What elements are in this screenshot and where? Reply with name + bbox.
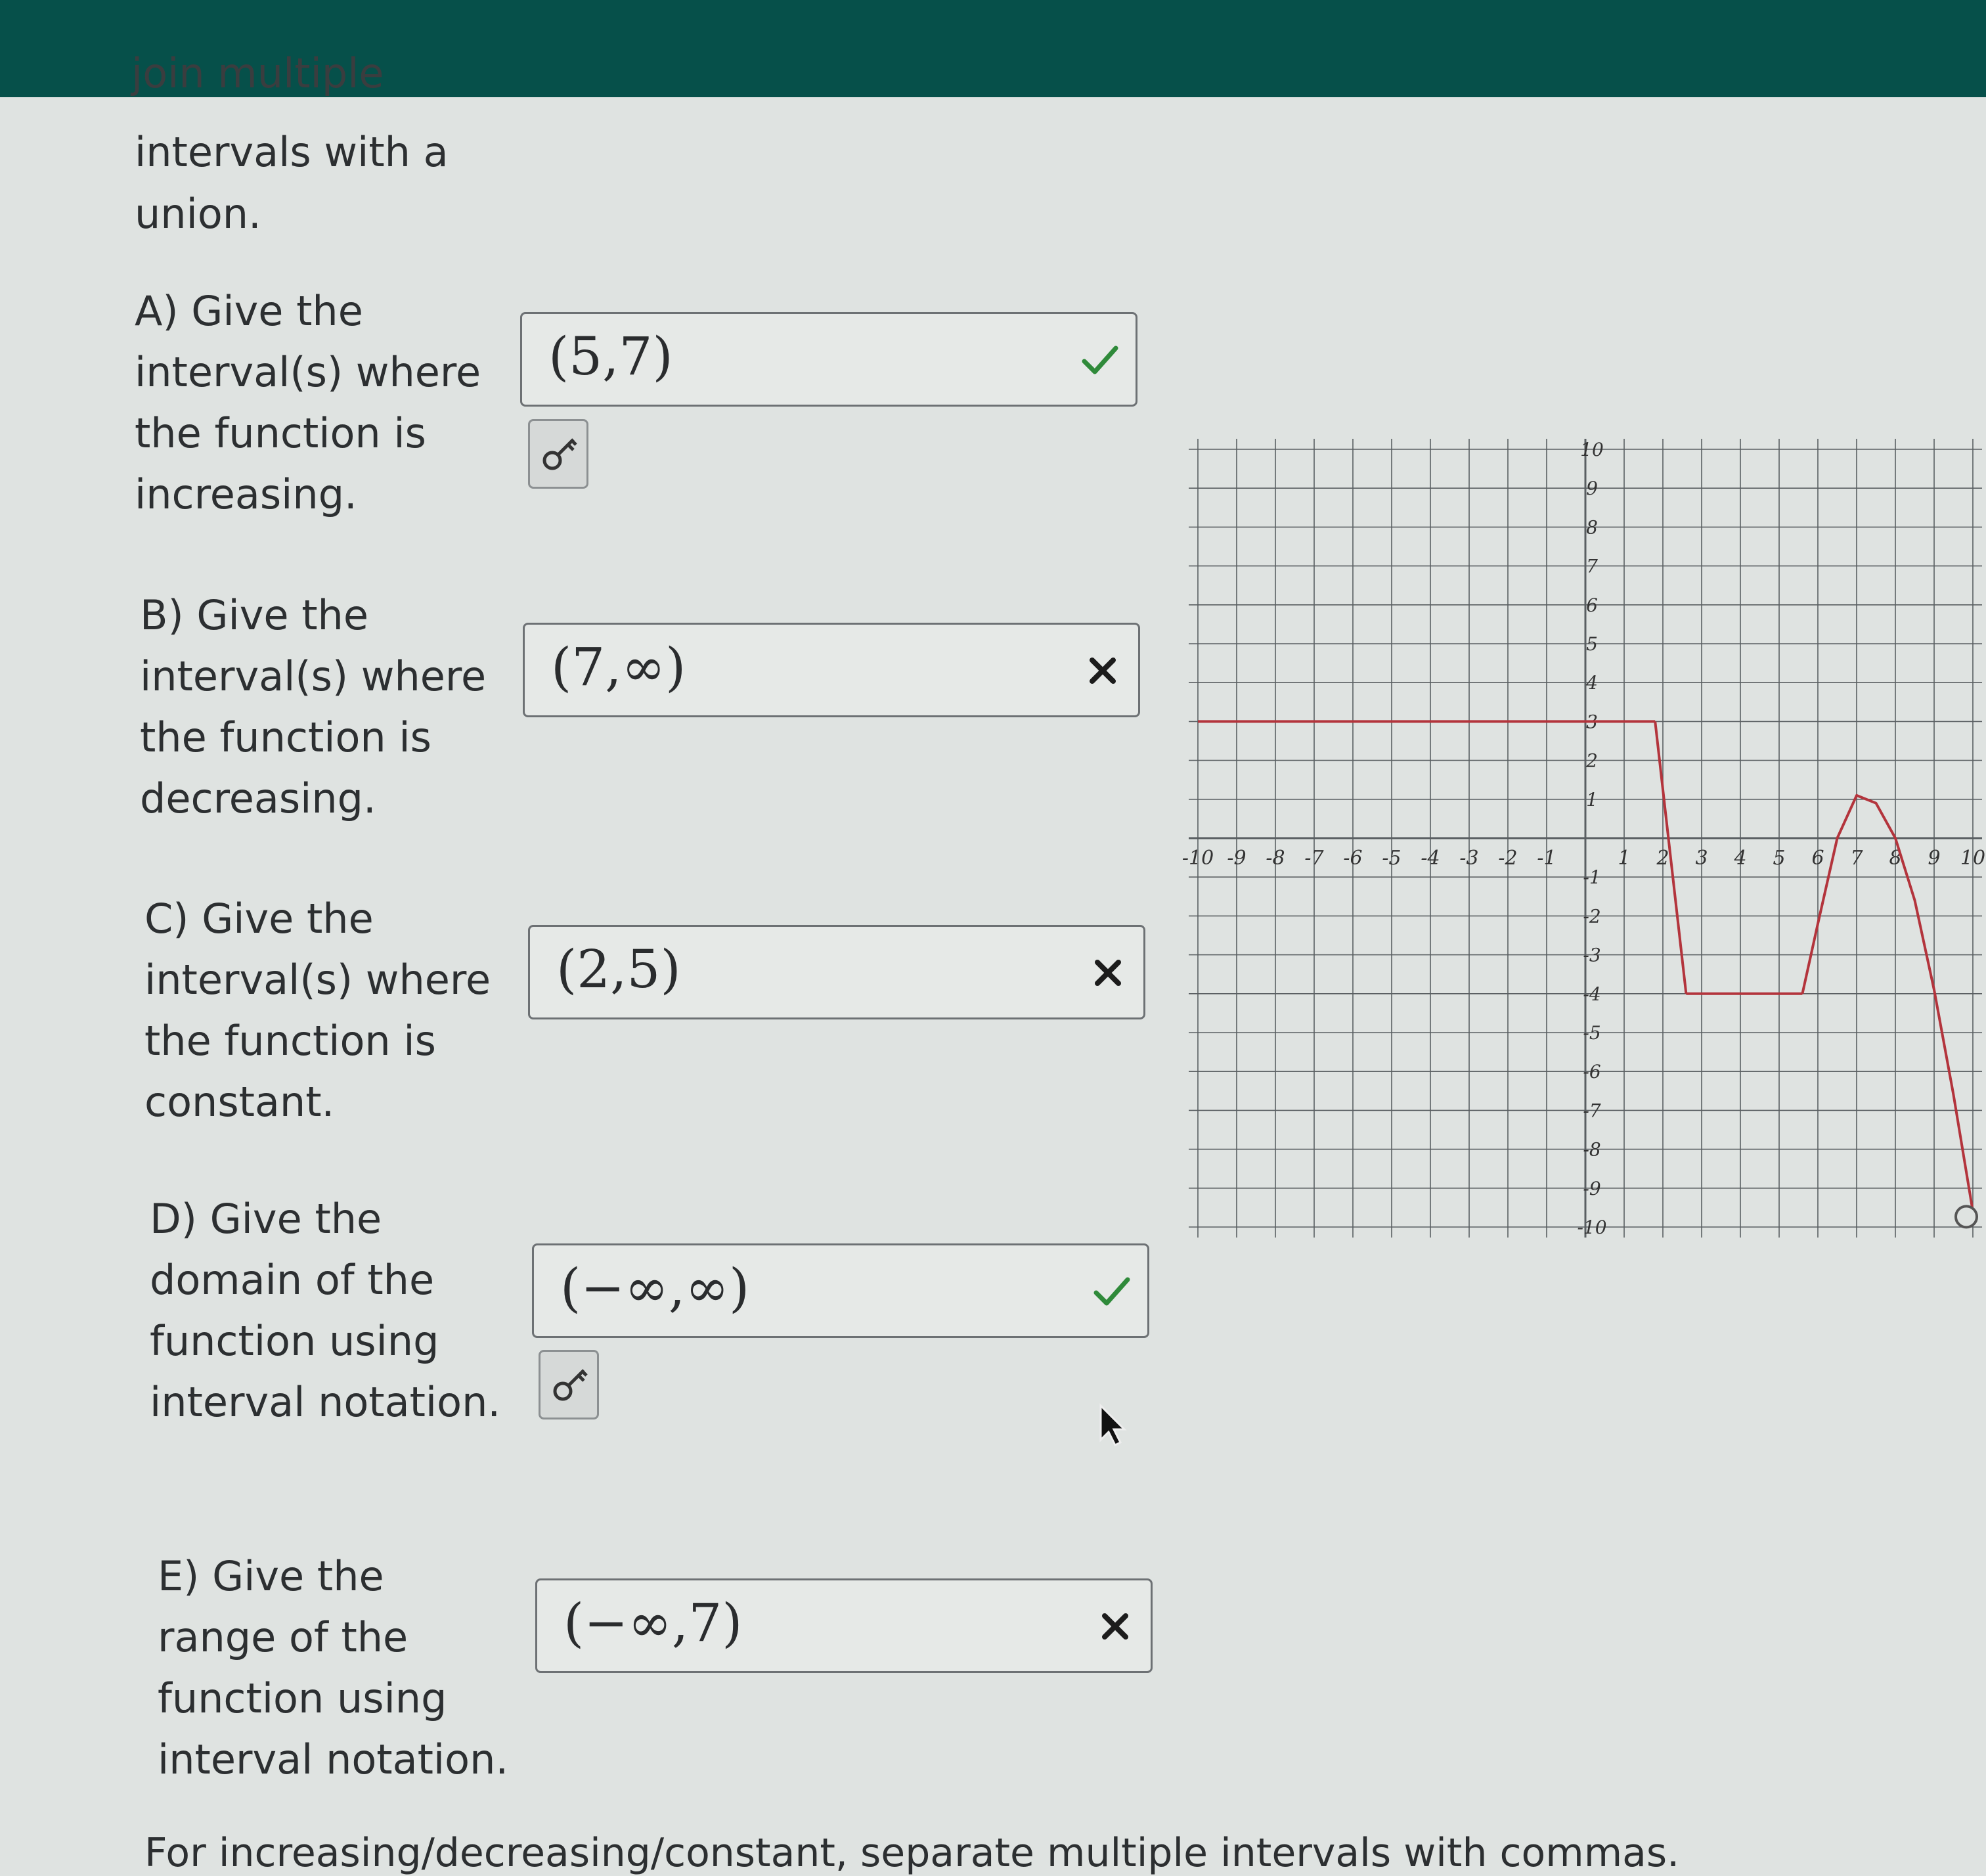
x-tick-label: -7 bbox=[1304, 847, 1324, 870]
x-tick-label: -4 bbox=[1421, 847, 1440, 870]
y-tick-label: 3 bbox=[1586, 711, 1598, 733]
x-tick-label: 5 bbox=[1773, 847, 1786, 870]
question-c-line-3: the function is bbox=[144, 1017, 436, 1065]
instruction-line-1: intervals with a bbox=[135, 128, 449, 176]
x-tick-label: 9 bbox=[1928, 847, 1941, 870]
answer-c-value: (2,5) bbox=[556, 939, 681, 1000]
answer-b-value: (7,∞) bbox=[551, 636, 686, 698]
y-tick-label: -3 bbox=[1583, 944, 1601, 966]
x-tick-label: 4 bbox=[1734, 847, 1747, 870]
y-tick-label: 5 bbox=[1586, 633, 1598, 655]
instruction-line-2: union. bbox=[135, 190, 261, 238]
x-tick-label: 1 bbox=[1618, 847, 1631, 870]
y-tick-label: 4 bbox=[1586, 672, 1598, 694]
y-tick-label: -4 bbox=[1583, 983, 1601, 1005]
x-tick-label: -5 bbox=[1382, 847, 1401, 870]
y-tick-label: 7 bbox=[1586, 555, 1598, 577]
x-tick-label: -9 bbox=[1227, 847, 1247, 870]
question-b-line-1: B) Give the bbox=[140, 591, 368, 639]
question-a-line-2: interval(s) where bbox=[135, 348, 481, 396]
x-tick-label: -1 bbox=[1537, 847, 1556, 870]
question-b-line-2: interval(s) where bbox=[140, 652, 487, 700]
question-a-line-3: the function is bbox=[135, 409, 426, 457]
x-tick-label: 2 bbox=[1656, 847, 1669, 870]
y-tick-label: -7 bbox=[1583, 1100, 1601, 1122]
open-endpoint bbox=[1956, 1206, 1977, 1227]
question-a-line-4: increasing. bbox=[135, 470, 357, 518]
question-e-line-1: E) Give the bbox=[158, 1552, 384, 1600]
x-tick-label: -2 bbox=[1498, 847, 1518, 870]
question-b-line-4: decreasing. bbox=[140, 774, 376, 822]
question-c-line-1: C) Give the bbox=[144, 895, 374, 943]
y-tick-label: -1 bbox=[1583, 866, 1601, 889]
answer-a-value: (5,7) bbox=[548, 326, 673, 387]
x-tick-label: -3 bbox=[1459, 847, 1479, 870]
question-e-line-4: interval notation. bbox=[158, 1735, 509, 1783]
answer-d-value: (−∞,∞) bbox=[560, 1257, 750, 1318]
y-tick-label: 10 bbox=[1580, 439, 1604, 460]
y-tick-label: 1 bbox=[1586, 788, 1598, 811]
x-tick-label: 8 bbox=[1889, 847, 1902, 870]
y-tick-label: -5 bbox=[1583, 1022, 1601, 1044]
y-tick-label: 9 bbox=[1586, 478, 1598, 500]
cut-off-instruction-text: join multiple bbox=[131, 49, 384, 97]
question-c-line-4: constant. bbox=[144, 1078, 335, 1126]
question-d-line-3: function using bbox=[150, 1317, 439, 1365]
x-tick-label: -6 bbox=[1343, 847, 1363, 870]
question-b-line-3: the function is bbox=[140, 713, 431, 761]
x-tick-label: -8 bbox=[1266, 847, 1285, 870]
y-tick-label: -9 bbox=[1583, 1177, 1601, 1199]
question-e-line-2: range of the bbox=[158, 1613, 408, 1661]
answer-e-value: (−∞,7) bbox=[563, 1592, 743, 1653]
y-tick-label: -10 bbox=[1577, 1217, 1607, 1238]
question-a-line-1: A) Give the bbox=[135, 287, 363, 335]
y-tick-label: 6 bbox=[1586, 594, 1598, 616]
footer-instruction: For increasing/decreasing/constant, separate multiple intervals with commas. bbox=[144, 1830, 1680, 1876]
question-e-line-3: function using bbox=[158, 1674, 447, 1722]
x-tick-label: 3 bbox=[1695, 847, 1708, 870]
y-tick-label: -8 bbox=[1583, 1138, 1601, 1161]
question-d-line-2: domain of the bbox=[150, 1256, 435, 1304]
x-tick-label: 6 bbox=[1811, 847, 1824, 870]
y-tick-label: 8 bbox=[1586, 516, 1598, 539]
question-c-line-2: interval(s) where bbox=[144, 956, 491, 1004]
y-tick-label: -2 bbox=[1583, 905, 1601, 927]
x-tick-label: 7 bbox=[1850, 847, 1863, 870]
x-tick-label: 10 bbox=[1960, 847, 1986, 870]
y-tick-label: 2 bbox=[1586, 749, 1598, 772]
question-d-line-4: interval notation. bbox=[150, 1378, 501, 1426]
y-tick-label: -6 bbox=[1583, 1061, 1601, 1083]
x-tick-label: -10 bbox=[1181, 847, 1214, 870]
question-d-line-1: D) Give the bbox=[150, 1195, 382, 1243]
